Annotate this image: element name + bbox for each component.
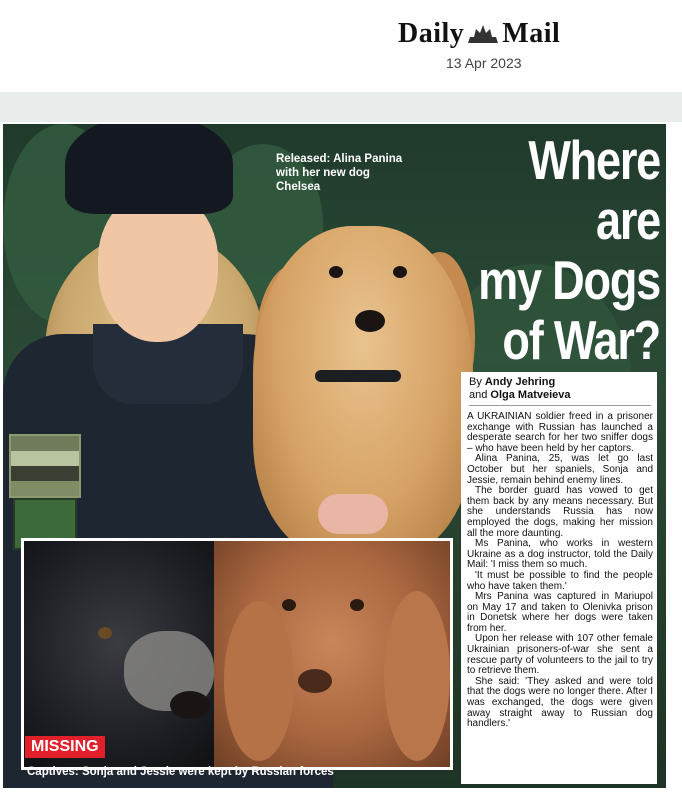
woman-hand — [318, 494, 388, 534]
daily-mail-logo — [398, 18, 560, 50]
paragraph: The border guard has vowed to get them back by any means necessary. But she understands Russia has now employed the dogs, making her mission all the more daunting. — [467, 485, 653, 539]
paragraph: 'It must be possible to find the people who have taken them.' — [467, 569, 653, 592]
dog-nose — [298, 669, 332, 693]
dog-eye — [329, 266, 343, 278]
dog-nose — [170, 691, 210, 719]
dog-collar — [315, 370, 401, 382]
main-photo — [3, 124, 666, 788]
dog-eye — [393, 266, 407, 278]
headline — [470, 130, 660, 370]
article-text-box — [461, 372, 657, 784]
paragraph: She said: 'They asked and were told that the dogs were no longer there. After I was exchanged, the dogs were given away straight away to Russian dog handlers.' — [467, 675, 653, 730]
headline-line: of War? — [502, 309, 660, 371]
dog-nose — [355, 310, 385, 332]
previous-page-strip — [0, 92, 682, 122]
dog-eye — [282, 599, 296, 611]
beanie-hat — [65, 124, 233, 214]
dog-ear — [384, 591, 450, 761]
paragraph: Alina Panina, 25, was let go last October but her spaniels, Sonja and Jessie, remain behind enemy lines. — [467, 453, 653, 486]
byline-and: and — [469, 389, 488, 401]
flag-patch — [9, 434, 81, 498]
missing-label: MISSING — [25, 736, 105, 758]
logo-word-daily: Daily — [398, 18, 465, 49]
byline-divider — [469, 405, 651, 406]
crest-icon — [466, 23, 500, 45]
author-name: Andy Jehring — [484, 376, 556, 388]
photo-caption: Released: Alina Panina with her new dog Chelsea — [276, 153, 403, 193]
headline-line: my Dogs — [478, 249, 660, 311]
paragraph: A UKRAINIAN soldier freed in a prisoner exchange with Russian has launched a desperate search for her two sniffer dogs – who have been held by her captors. — [467, 411, 653, 454]
byline-prefix: By — [469, 376, 482, 388]
inset-caption: Captives: Sonja and Jessie were kept by Russian forces — [27, 766, 334, 778]
dog-eye — [350, 599, 364, 611]
woman-face — [98, 192, 218, 342]
article-body — [467, 412, 653, 730]
masthead — [0, 0, 682, 92]
headline-line: Where are — [528, 129, 660, 251]
logo-word-mail: Mail — [502, 18, 561, 49]
byline — [469, 376, 571, 402]
dog-ear — [224, 601, 294, 761]
paragraph: Mrs Panina was captured in Mariupol on May 17 and taken to Olenivka prison in Donetsk where her dogs were taken from her. — [467, 591, 653, 634]
dog-eye — [98, 627, 112, 639]
author-name: Olga Matveieva — [490, 389, 571, 401]
paragraph: Upon her release with 107 other female Ukrainian prisoners-of-war she sent a rescue party of volunteers to the jail to try to retrieve them. — [467, 633, 653, 677]
paragraph: Ms Panina, who works in western Ukraine as a dog instructor, told the Daily Mail: 'I miss them so much. — [467, 538, 653, 571]
issue-date: 13 Apr 2023 — [446, 55, 522, 71]
